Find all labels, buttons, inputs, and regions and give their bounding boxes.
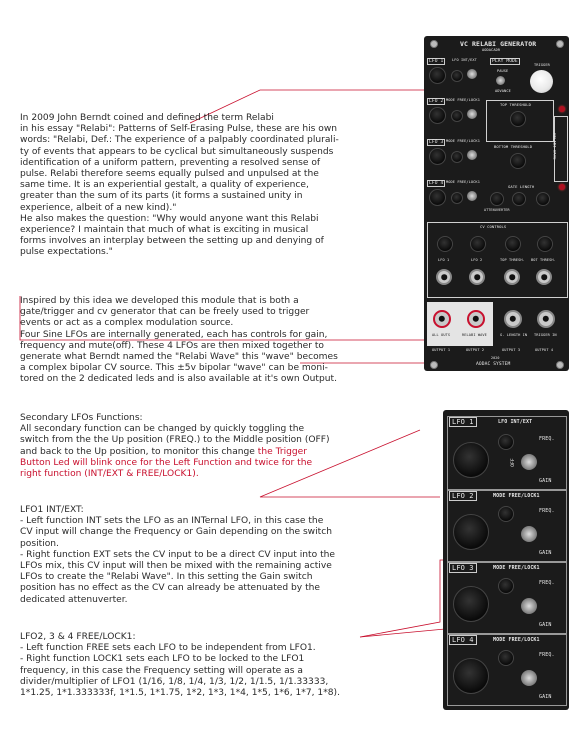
- play-mode-label: PLAY MODE: [492, 59, 518, 64]
- cv-bot-thresh-jack[interactable]: [536, 269, 552, 285]
- text-line: - Right function LOCK1 sets each LFO to be locked to the LFO1: [20, 654, 305, 665]
- text-line: words: "Relabi, Def.: The experience of a palpably coordinated plurali-: [20, 135, 339, 146]
- text-line: - Left function INT sets the LFO as an INTernal LFO, in this case the: [20, 516, 324, 527]
- module-subtitle: AODACADR: [482, 48, 501, 52]
- inspired-paragraph: [20, 296, 338, 386]
- output-label: OUTPUT 3: [502, 348, 521, 352]
- top-threshold-knob[interactable]: [510, 111, 526, 127]
- text-line: pulse. Relabi therefore seems equally pulsed and unpulsed at the: [20, 169, 319, 180]
- lfo3-freq-knob[interactable]: [451, 151, 463, 163]
- detail-lfo3-toggle[interactable]: [521, 598, 537, 614]
- text-line: - Left function FREE sets each LFO to be independent from LFO1.: [20, 643, 316, 654]
- detail-lfo3-cv-knob[interactable]: [453, 586, 489, 622]
- detail-mode-label: MODE FREE/LOCK1: [493, 493, 540, 499]
- text-line: LFOs to create the "Relabi Wave". In this setting the Gain switch: [20, 572, 313, 583]
- text-line: In 2009 John Berndt coined and defined the term Relabi: [20, 113, 274, 123]
- detail-freq-label: FREQ.: [539, 652, 555, 658]
- text-line: experience? I maintain that much of what is exciting in musical: [20, 225, 309, 236]
- text-line: forms involves an interplay between the setting up and denying of: [20, 236, 324, 247]
- cv-lfo2-knob[interactable]: [470, 236, 486, 252]
- gate-length-label: GATE LENGTH: [508, 184, 535, 189]
- detail-lfo-label: LFO 2: [449, 491, 477, 501]
- text-line: position has no effect as the CV can already be attenuated by the: [20, 583, 321, 594]
- relabi-led-bottom: [559, 184, 565, 190]
- lfo2-freq-knob[interactable]: [451, 110, 463, 122]
- text-line: - Right function EXT sets the CV input to be a direct CV input into the: [20, 549, 335, 560]
- top-threshold-label: TOP THRESHOLD: [500, 102, 532, 107]
- cv-controls-label: CV CONTROLS: [480, 224, 507, 229]
- text-line: greater than the sum of its parts (it forms a sustained unity in: [20, 191, 303, 202]
- detail-lfo2-toggle[interactable]: [521, 526, 537, 542]
- text-line: LFOs mix, this CV input will then be mixed with the remaining active: [20, 561, 332, 572]
- cv-label: TOP THRESH.: [500, 258, 525, 262]
- detail-lfo1-freq-knob[interactable]: [498, 434, 514, 450]
- cv-label: LFO 1: [438, 258, 450, 262]
- text-line: ty of events that appears to be cyclical but simultaneously suspends: [20, 146, 334, 157]
- relabi-led-top: [559, 106, 565, 112]
- pause-label: PAUSE: [497, 69, 509, 73]
- detail-mode-label: LFO INT/EXT: [498, 419, 533, 425]
- detail-mode-label: MODE FREE/LOCK1: [493, 565, 540, 571]
- all-outs-jack[interactable]: [433, 310, 451, 328]
- attenuverter-label: ATTENUVERTER: [484, 208, 510, 212]
- text-line: gate/trigger and cv generator that can be freely used to trigger: [20, 307, 310, 318]
- lfo2-toggle[interactable]: [467, 109, 477, 119]
- trigger-in-jack[interactable]: [537, 310, 555, 328]
- lfo1-cv-knob[interactable]: [429, 67, 446, 84]
- screw-icon: [556, 361, 564, 369]
- lfo2-cv-knob[interactable]: [429, 107, 446, 124]
- detail-gain-label: GAIN: [539, 550, 552, 556]
- section-title: Secondary LFOs Functions:: [20, 413, 143, 423]
- lfo-label: LFO 2: [429, 99, 444, 104]
- detail-lfo2-cv-knob[interactable]: [453, 514, 489, 550]
- jack-label: G. LENGTH IN: [500, 333, 528, 337]
- screw-icon: [556, 40, 564, 48]
- trigger-button[interactable]: [530, 70, 553, 93]
- text-line: tored on the 2 dedicated leds and is also available at it's own Output.: [20, 374, 337, 385]
- detail-lfo1-toggle[interactable]: [521, 454, 537, 470]
- module-title: VC RELABI GENERATOR: [460, 40, 537, 48]
- output-label: OUTPUT 2: [466, 348, 485, 352]
- jack-label: ALL OUTS: [432, 333, 451, 337]
- screw-icon: [430, 40, 438, 48]
- detail-freq-label: FREQ.: [539, 508, 555, 514]
- detail-mode-label: MODE FREE/LOCK1: [493, 637, 540, 643]
- cv-label: LFO 2: [471, 258, 483, 262]
- lfo-mode-label: MODE FREE/LOCK1: [446, 98, 480, 102]
- text-line: Inspired by this idea we developed this module that is both a: [20, 296, 299, 306]
- detail-lfo4-cv-knob[interactable]: [453, 658, 489, 694]
- text-line: identification of a uniform pattern, preventing a resolved sense of: [20, 157, 321, 168]
- lfo4-cv-knob[interactable]: [429, 189, 446, 206]
- red-inline: the Trigger: [257, 446, 307, 457]
- bottom-threshold-knob[interactable]: [510, 153, 526, 169]
- detail-freq-label: FREQ.: [539, 580, 555, 586]
- text-line: He also makes the question: "Why would anyone want this Relabi: [20, 213, 319, 224]
- text-line: All secondary function can be changed by quickly toggling the: [20, 424, 305, 435]
- detail-lfo-label: LFO 3: [449, 563, 477, 573]
- relabi-wave-label: RELABI WAVE: [552, 133, 558, 160]
- advance-label: ADVANCE: [495, 89, 511, 93]
- lfo4-freq-knob[interactable]: [451, 192, 463, 204]
- red-line: right function (INT/EXT & FREE/LOCK1).: [20, 469, 199, 480]
- text-line: events or act as a complex modulation source.: [20, 318, 234, 329]
- cv-lfo1-jack[interactable]: [436, 269, 452, 285]
- lfo-label: LFO 1: [429, 59, 444, 64]
- relabi-wave-jack[interactable]: [467, 310, 485, 328]
- text-line: pulse expectations.": [20, 247, 113, 258]
- detail-lfo4-freq-knob[interactable]: [498, 650, 514, 666]
- jack-label: TRIGGER IN: [534, 333, 557, 337]
- detail-gain-label: GAIN: [539, 622, 552, 628]
- lfo1-freq-knob[interactable]: [451, 70, 463, 82]
- gate-length-knob[interactable]: [512, 192, 526, 206]
- text-inline: and back to the Up position, to monitor this change: [20, 446, 258, 457]
- lfo1-paragraph: [20, 505, 335, 606]
- text-line: frequency and mute(off). These 4 LFOs are then mixed together to: [20, 340, 324, 351]
- cv-top-thresh-knob[interactable]: [505, 236, 521, 252]
- detail-lfo3-freq-knob[interactable]: [498, 578, 514, 594]
- section-title: LFO1 INT/EXT:: [20, 505, 84, 515]
- lfo-mode-label: MODE FREE/LOCK1: [446, 180, 480, 184]
- brand-label: AODAC SYSTEM: [476, 362, 511, 367]
- section-title: LFO2, 3 & 4 FREE/LOCK1:: [20, 632, 136, 642]
- text-line: frequency, in this case the Frequency setting will operate as a: [20, 665, 303, 676]
- cv-lfo2-jack[interactable]: [469, 269, 485, 285]
- red-line: Button Led will blink once for the Left Function and twice for the: [20, 457, 313, 468]
- lfo3-cv-knob[interactable]: [429, 148, 446, 165]
- detail-freq-label: FREQ.: [539, 436, 555, 442]
- cv-top-thresh-jack[interactable]: [504, 269, 520, 285]
- text-line: switch from the the Up position (FREQ.) to the Middle position (OFF): [20, 435, 330, 446]
- secondary-paragraph: [20, 413, 330, 480]
- detail-lfo-label: LFO 1: [449, 417, 477, 427]
- cv-bot-thresh-knob[interactable]: [537, 236, 553, 252]
- gate-small-knob[interactable]: [536, 192, 550, 206]
- text-line: 1*1.25, 1*1.333333f, 1*1.5, 1*1.75, 1*2, 1*3, 1*4, 1*5, 1*6, 1*7, 1*8).: [20, 688, 340, 699]
- detail-lfo2-freq-knob[interactable]: [498, 506, 514, 522]
- detail-gain-label: GAIN: [539, 694, 552, 700]
- text-line: CV input will change the Frequency or Gain depending on the switch: [20, 527, 332, 538]
- output-label: OUTPUT 4: [535, 348, 554, 352]
- text-line: a complex bipolar CV source. This ±5v bipolar "wave" can be moni-: [20, 363, 328, 374]
- detail-lfo-label: LFO 4: [449, 635, 477, 645]
- trigger-label: TRIGGER: [534, 63, 550, 67]
- screw-icon: [430, 361, 438, 369]
- text-line: Four Sine LFOs are internally generated, each has controls for gain,: [20, 329, 328, 340]
- text-line: position.: [20, 538, 59, 549]
- detail-panel: [443, 410, 569, 710]
- lfo-label: LFO 4: [429, 181, 444, 186]
- lfo-label: LFO 3: [429, 140, 444, 145]
- intro-paragraph: [20, 113, 339, 259]
- text-line: generate what Berndt named the "Relabi Wave" this "wave" becomes: [20, 352, 338, 363]
- text-line: same time. It is an experiential gestalt, a quality of experience,: [20, 180, 309, 191]
- lfo1-toggle[interactable]: [467, 69, 477, 79]
- lfo3-toggle[interactable]: [467, 150, 477, 160]
- bottom-threshold-label: BOTTOM THRESHOLD: [494, 144, 533, 149]
- cv-lfo1-knob[interactable]: [437, 236, 453, 252]
- module-panel: [424, 36, 569, 371]
- attenuverter-knob[interactable]: [490, 192, 504, 206]
- text-line: in his essay "Relabi": Patterns of Self-Erasing Pulse, these are his own: [20, 124, 338, 135]
- detail-lfo4-toggle[interactable]: [521, 670, 537, 686]
- text-line: experience, albeit of a new kind).": [20, 202, 177, 213]
- lfo-mode-label: LFO INT/EXT: [452, 58, 477, 62]
- g-length-in-jack[interactable]: [504, 310, 522, 328]
- text-line: divider/multiplier of LFO1 (1/16, 1/8, 1/4, 1/3, 1/2, 1/1.5, 1/1.33333,: [20, 676, 329, 687]
- play-mode-toggle[interactable]: [496, 76, 505, 85]
- lfo234-paragraph: [20, 632, 340, 699]
- text-line: dedicated attenuverter.: [20, 594, 128, 605]
- text-line: [20, 447, 330, 458]
- output-label: OUTPUT 1: [432, 348, 451, 352]
- jack-label: RELABI WAVE: [462, 333, 487, 337]
- lfo-mode-label: MODE FREE/LOCK1: [446, 139, 480, 143]
- year-label: 2020: [491, 356, 500, 360]
- detail-off-label: OFF: [510, 458, 516, 467]
- cv-label: BOT THRESH.: [531, 258, 556, 262]
- lfo4-toggle[interactable]: [467, 191, 477, 201]
- detail-lfo1-cv-knob[interactable]: [453, 442, 489, 478]
- detail-gain-label: GAIN: [539, 478, 552, 484]
